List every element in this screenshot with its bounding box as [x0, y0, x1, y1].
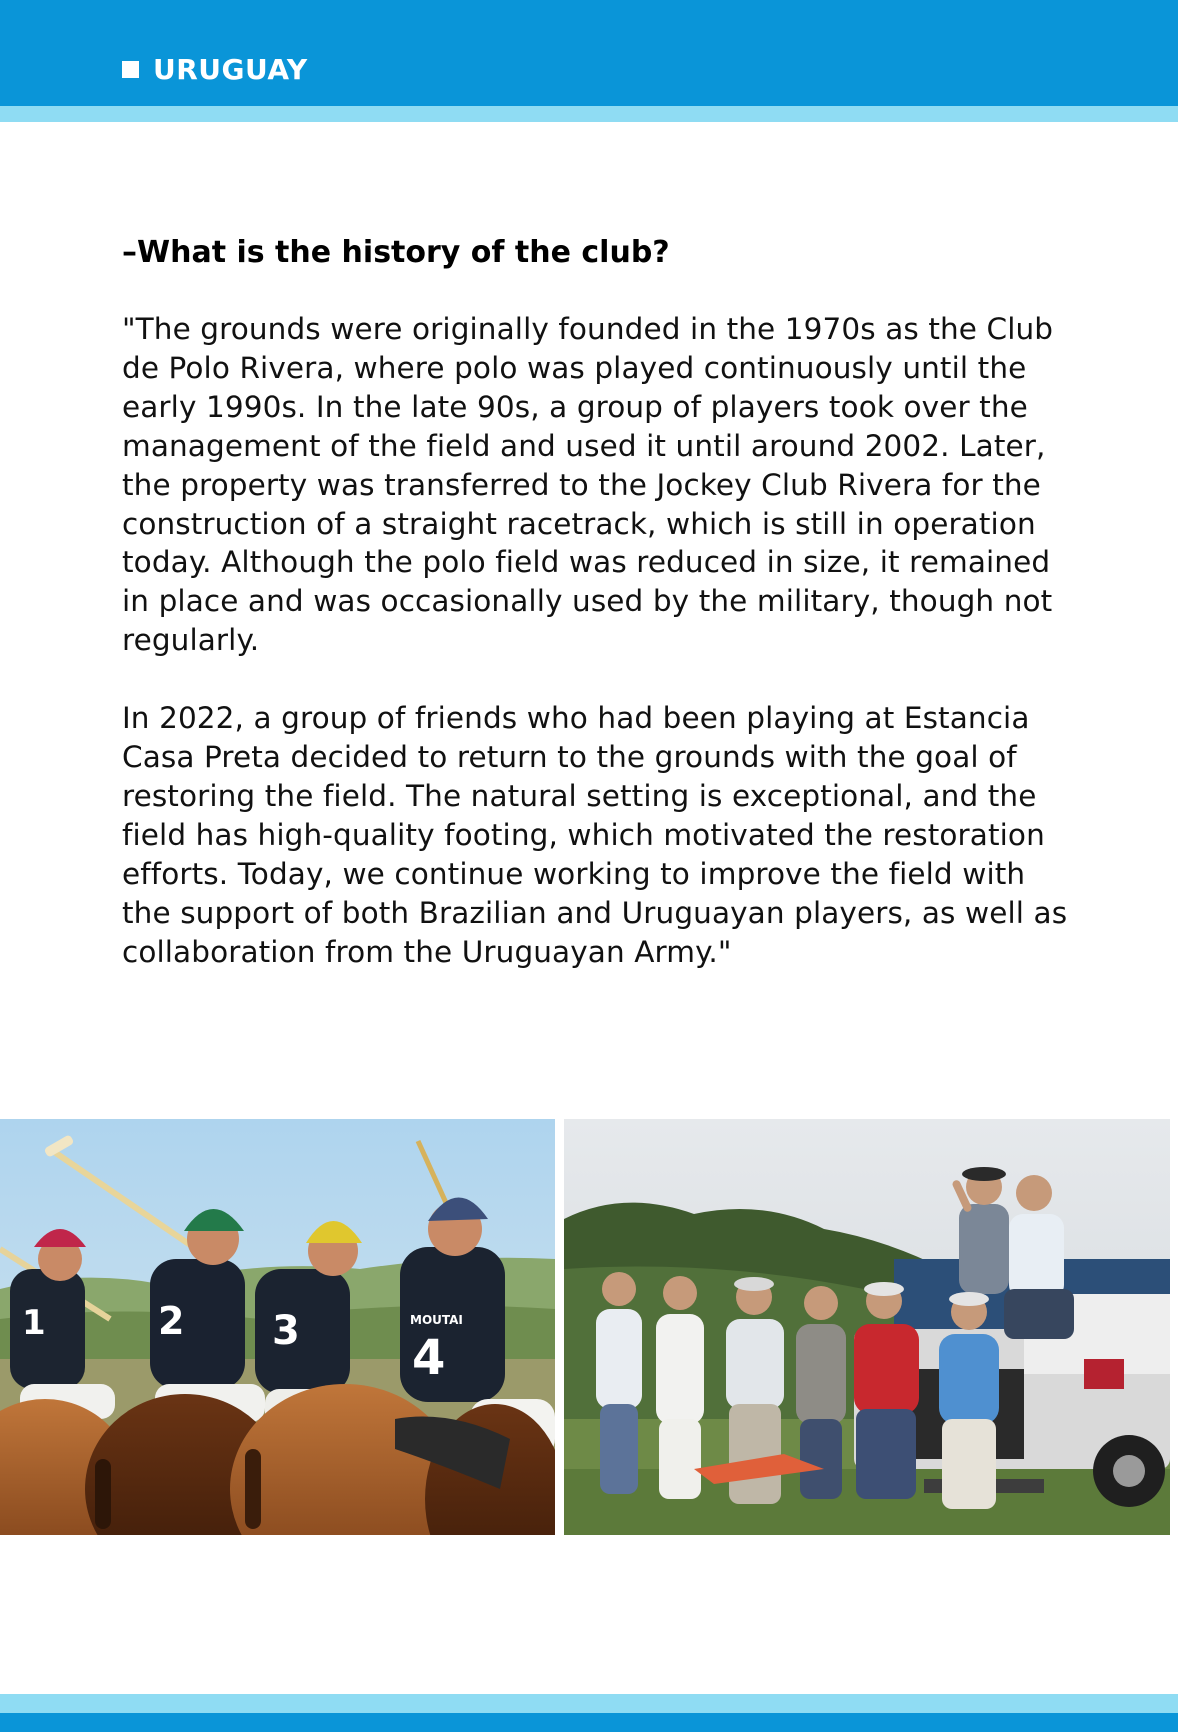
polo-players-photo	[0, 1119, 555, 1535]
section-label: URUGUAY	[153, 53, 308, 86]
answer-paragraph-1: "The grounds were originally founded in the 1970s as the Club de Polo Rivera, where polo was played continuously until the early 1990s. In the late 90s, a group of players took over the management of the field and used it until around 2002. Later, the property was transferred to the Jockey Club Rivera for the construction of a straight racetrack, which is still in operation today. Although the polo field was reduced in size, it remained in place and was occasionally used by the military, though not regularly.	[122, 312, 1054, 658]
answer-paragraph-2: In 2022, a group of friends who had been playing at Estancia Casa Preta decided to return to the grounds with the goal of restoring the field. The natural setting is exceptional, and the field has high-quality footing, which motivated the restoration efforts. Today, we continue working to improve the field with the support of both Brazilian and Uruguayan players, as well as collaboration from the Uruguayan Army."	[122, 701, 1068, 969]
jersey-number-4: 4	[412, 1330, 446, 1386]
jersey-number-1: 1	[22, 1303, 46, 1343]
section-bullet-icon	[122, 61, 139, 78]
header-stripe	[0, 106, 1178, 122]
footer-band	[0, 1713, 1178, 1732]
spectators-photo	[564, 1119, 1170, 1535]
jersey-number-3: 3	[272, 1308, 300, 1354]
article-body	[122, 232, 1082, 1011]
jersey-sponsor-text: MOUTAI	[410, 1313, 463, 1327]
footer-stripe	[0, 1694, 1178, 1713]
interview-question: –What is the history of the club?	[122, 235, 670, 270]
jersey-number-2: 2	[158, 1299, 185, 1343]
